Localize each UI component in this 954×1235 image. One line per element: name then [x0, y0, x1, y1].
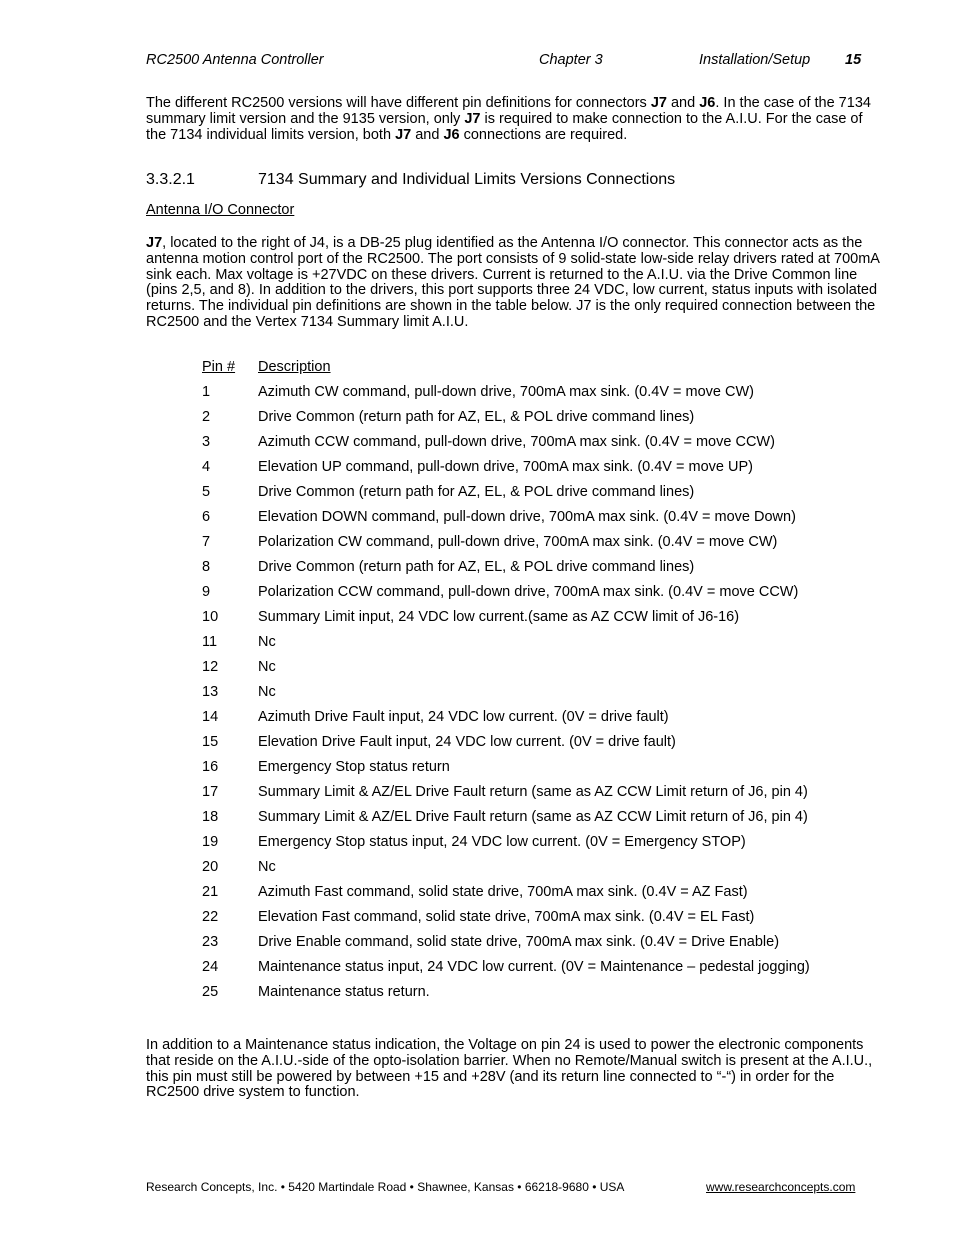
connector-ref: J6 — [699, 95, 716, 111]
table-row — [202, 607, 882, 632]
pin-description: Maintenance status return. — [258, 984, 430, 1000]
pin-description: Elevation DOWN command, pull-down drive, 700mA max sink. (0.4V = move Down) — [258, 509, 796, 525]
pin-number: 10 — [202, 609, 219, 625]
pin-description: Summary Limit & AZ/EL Drive Fault return (same as AZ CCW Limit return of J6, pin 4) — [258, 809, 808, 825]
pin-description: Emergency Stop status return — [258, 759, 450, 775]
table-row — [202, 382, 882, 407]
table-row — [202, 407, 882, 432]
pin-description: Emergency Stop status input, 24 VDC low current. (0V = Emergency STOP) — [258, 834, 746, 850]
table-row — [202, 557, 882, 582]
pin-table-header — [202, 357, 882, 382]
pin-description: Drive Common (return path for AZ, EL, & POL drive command lines) — [258, 409, 695, 425]
header-section: Installation/Setup — [699, 52, 811, 68]
pin-description: Elevation Fast command, solid state drive, 700mA max sink. (0.4V = EL Fast) — [258, 909, 755, 925]
connector-ref: J7 — [464, 110, 481, 127]
description-column-header: Description — [258, 359, 331, 375]
pin-description: Nc — [258, 634, 276, 650]
pin-description: Drive Common (return path for AZ, EL, & POL drive command lines) — [258, 484, 695, 500]
footer-website-link[interactable]: www.researchconcepts.com — [706, 1180, 856, 1194]
table-row — [202, 582, 882, 607]
section-title: 7134 Summary and Individual Limits Versions Connections — [258, 171, 676, 188]
pin-description: Nc — [258, 684, 276, 700]
pin-description: Maintenance status input, 24 VDC low current. (0V = Maintenance – pedestal jogging) — [258, 959, 810, 975]
table-row — [202, 982, 882, 1007]
table-row — [202, 657, 882, 682]
pin-number: 7 — [202, 534, 211, 550]
table-row — [202, 707, 882, 732]
table-row — [202, 432, 882, 457]
pin-number: 19 — [202, 834, 219, 850]
pin-column-header: Pin # — [202, 359, 236, 375]
pin-table-body — [202, 382, 882, 1007]
pin-number: 17 — [202, 784, 219, 800]
pin-table — [202, 357, 882, 1007]
pin-number: 18 — [202, 809, 219, 825]
pin-description: Drive Enable command, solid state drive, 700mA max sink. (0.4V = Drive Enable) — [258, 934, 780, 950]
table-row — [202, 882, 882, 907]
connector-ref: J7 — [650, 95, 667, 111]
pin-number: 1 — [202, 384, 211, 400]
pin-number: 20 — [202, 859, 219, 875]
table-row — [202, 457, 882, 482]
pin-number: 16 — [202, 759, 219, 775]
connector-ref: J6 — [443, 126, 460, 143]
page-footer — [146, 1180, 862, 1198]
pin-number: 12 — [202, 659, 219, 675]
pin-number: 11 — [202, 634, 218, 650]
header-chapter: Chapter 3 — [539, 52, 603, 68]
pin-description: Azimuth Drive Fault input, 24 VDC low current. (0V = drive fault) — [258, 709, 669, 725]
pin-number: 13 — [202, 684, 219, 700]
pin-description: Nc — [258, 859, 276, 875]
pin-description: Summary Limit input, 24 VDC low current.(same as AZ CCW limit of J6-16) — [258, 609, 740, 625]
table-row — [202, 632, 882, 657]
pin-description: Azimuth CCW command, pull-down drive, 700mA max sink. (0.4V = move CCW) — [258, 434, 775, 450]
intro-paragraph: The different RC2500 versions will have different pin definitions for connectors J7 and J6. In the case of the 7134 summary limit version and the 9135 version, only J7 is required to make connection to the A.I.U. For the case of the 7134 individual limits version, both J7 and J6 connections are required. — [146, 95, 871, 143]
pin-number: 25 — [202, 984, 219, 1000]
pin-description: Elevation UP command, pull-down drive, 700mA max sink. (0.4V = move UP) — [258, 459, 753, 475]
table-row — [202, 782, 882, 807]
pin-description: Azimuth Fast command, solid state drive, 700mA max sink. (0.4V = AZ Fast) — [258, 884, 748, 900]
table-row — [202, 682, 882, 707]
pin-number: 24 — [202, 959, 219, 975]
header-document-title: RC2500 Antenna Controller — [146, 52, 324, 68]
pin-number: 6 — [202, 509, 211, 525]
footer-address: Research Concepts, Inc. • 5420 Martindale Road • Shawnee, Kansas • 66218-9680 • USA — [146, 1180, 625, 1194]
pin-number: 15 — [202, 734, 219, 750]
table-row — [202, 507, 882, 532]
pin-number: 9 — [202, 584, 211, 600]
header-page-number: 15 — [845, 52, 862, 68]
pin-description: Polarization CW command, pull-down drive, 700mA max sink. (0.4V = move CW) — [258, 534, 778, 550]
pin-number: 5 — [202, 484, 211, 500]
pin-description: Elevation Drive Fault input, 24 VDC low current. (0V = drive fault) — [258, 734, 676, 750]
table-row — [202, 932, 882, 957]
pin-description: Drive Common (return path for AZ, EL, & POL drive command lines) — [258, 559, 695, 575]
closing-paragraph: In addition to a Maintenance status indication, the Voltage on pin 24 is used to power the electronic components that reside on the A.I.U.-side of the opto-isolation barrier. When no Remote/Manual switch is present at the A.I.U., this pin must still be powered by between +15 and +28V (and its return line connected to “-“) in order for the RC2500 drive system to function. — [146, 1037, 873, 1101]
pin-number: 21 — [202, 884, 219, 900]
subheading-antenna-io: Antenna I/O Connector — [146, 202, 295, 218]
table-row — [202, 807, 882, 832]
table-row — [202, 482, 882, 507]
pin-number: 8 — [202, 559, 211, 575]
connector-ref: J7 — [395, 126, 412, 143]
page-header — [146, 52, 866, 72]
table-row — [202, 732, 882, 757]
pin-description: Summary Limit & AZ/EL Drive Fault return (same as AZ CCW Limit return of J6, pin 4) — [258, 784, 808, 800]
section-number: 3.3.2.1 — [146, 171, 195, 188]
pin-number: 2 — [202, 409, 211, 425]
table-row — [202, 532, 882, 557]
table-row — [202, 907, 882, 932]
connector-description: J7, located to the right of J4, is a DB-25 plug identified as the Antenna I/O connector. This connector acts as the antenna motion control port of the RC2500. The port consists of 9 solid-state low-side relay drivers rated at 700mA sink each. Max voltage is +27VDC on these drivers. Current is returned to the A.I.U. via the Drive Common line (pins 2,5, and 8). In addition to the drivers, this port supports three 24 VDC, low current, status inputs with isolated returns. The individual pin definitions are shown in the table below. J7 is the only required connection between the RC2500 and the Vertex 7134 Summary limit A.I.U. — [146, 235, 880, 330]
table-row — [202, 832, 882, 857]
connector-ref: J7 — [146, 235, 163, 251]
pin-number: 22 — [202, 909, 219, 925]
pin-description: Polarization CCW command, pull-down drive, 700mA max sink. (0.4V = move CCW) — [258, 584, 799, 600]
pin-number: 23 — [202, 934, 219, 950]
table-row — [202, 857, 882, 882]
table-row — [202, 957, 882, 982]
pin-description: Nc — [258, 659, 276, 675]
pin-number: 3 — [202, 434, 211, 450]
table-row — [202, 757, 882, 782]
pin-number: 4 — [202, 459, 211, 475]
pin-number: 14 — [202, 709, 219, 725]
pin-description: Azimuth CW command, pull-down drive, 700mA max sink. (0.4V = move CW) — [258, 384, 754, 400]
